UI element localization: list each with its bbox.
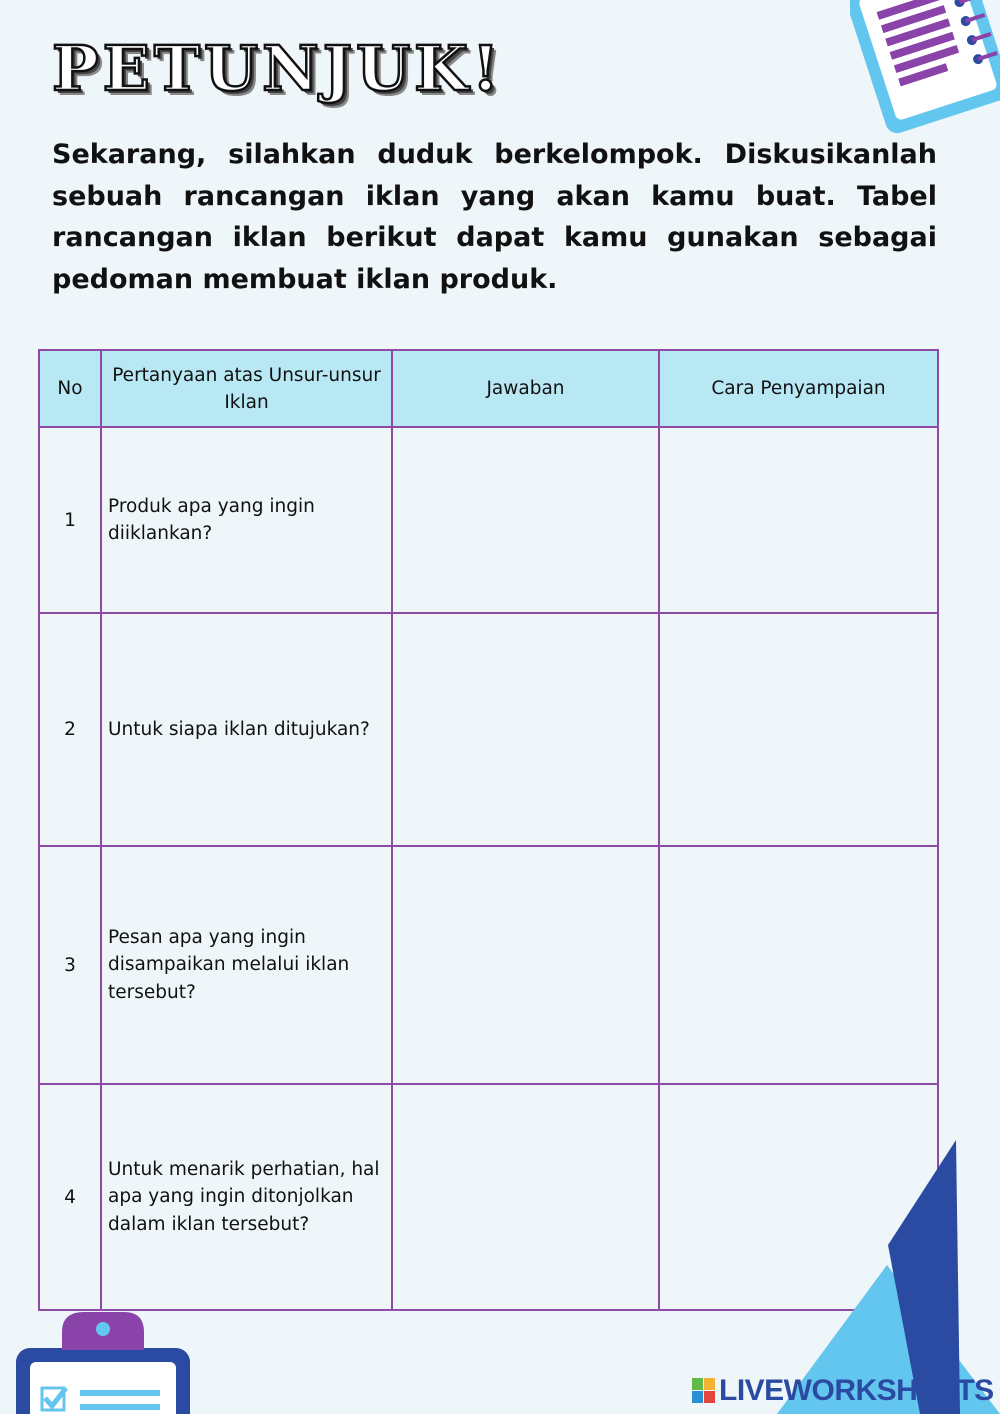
row-question: Untuk menarik perhatian, hal apa yang ingin ditonjolkan dalam iklan tersebut? [101, 1084, 392, 1310]
logo-text: LIVEWORKSHEETS [719, 1374, 994, 1407]
instructions-text: Sekarang, silahkan duduk berkelompok. Diskusikanlah sebuah rancangan iklan yang akan kamu buat. Tabel rancangan iklan berikut dapat kamu gunakan sebagai pedoman membuat iklan produk. [52, 139, 937, 295]
row-number: 1 [39, 427, 101, 613]
row-number: 4 [39, 1084, 101, 1310]
row-question: Untuk siapa iklan ditujukan? [101, 613, 392, 846]
table-row [39, 846, 938, 1084]
answer-cell[interactable] [392, 613, 659, 846]
row-question: Produk apa yang ingin diiklankan? [101, 427, 392, 613]
row-question: Pesan apa yang ingin disampaikan melalui iklan tersebut? [101, 846, 392, 1084]
delivery-cell[interactable] [659, 427, 938, 613]
table-row [39, 613, 938, 846]
answer-cell[interactable] [392, 1084, 659, 1310]
table-row [39, 427, 938, 613]
table-header-row [39, 350, 938, 427]
triangle-decoration [770, 1135, 1000, 1414]
answer-cell[interactable] [392, 427, 659, 613]
clipboard-icon [14, 1310, 194, 1414]
notebook-icon [850, 0, 1000, 135]
row-number: 3 [39, 846, 101, 1084]
header-question: Pertanyaan atas Unsur-unsur Iklan [101, 350, 392, 427]
header-no: No [39, 350, 101, 427]
delivery-cell[interactable] [659, 846, 938, 1084]
row-number: 2 [39, 613, 101, 846]
header-answer: Jawaban [392, 350, 659, 427]
answer-cell[interactable] [392, 846, 659, 1084]
logo-blocks-icon [692, 1378, 716, 1404]
page-title: PETUNJUK! [52, 32, 504, 105]
liveworksheets-logo [692, 1374, 994, 1408]
delivery-cell[interactable] [659, 613, 938, 846]
header-delivery: Cara Penyampaian [659, 350, 938, 427]
